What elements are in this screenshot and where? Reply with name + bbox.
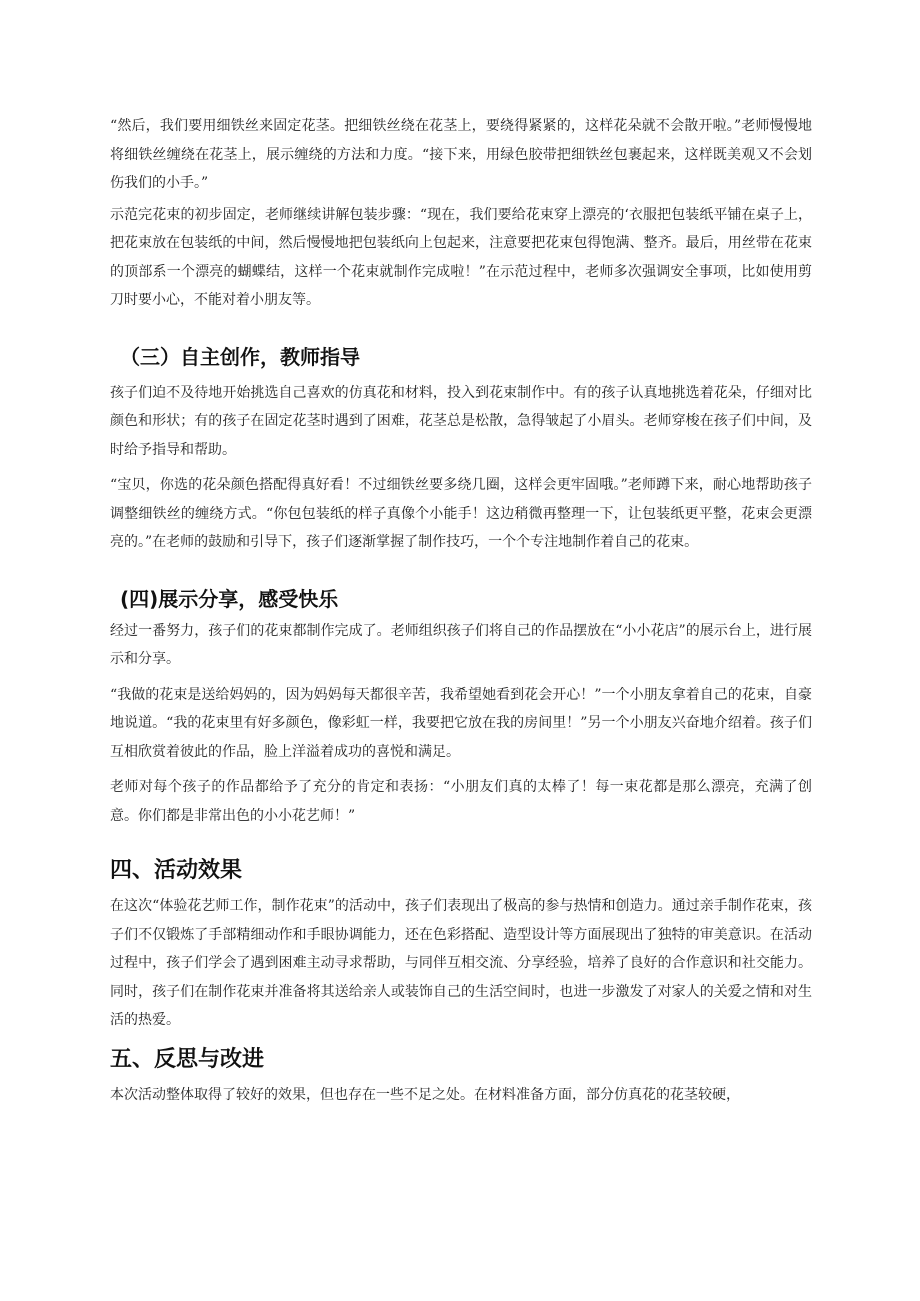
activity-effect-paragraph: 在这次“体验花艺师工作，制作花束”的活动中，孩子们表现出了极高的参与热情和创造力。通过亲手制作花束，孩子们不仅锻炼了手部精细动作和手眼协调能力，还在色彩搭配、造型设计等方面展现出了独特的审美意识。在活动过程中，孩子们学会了遇到困难主动寻求帮助，与同伴互相交流、分享经验，培养了良好的合作意识和社交能力。同时，孩子们在制作花束并准备将其送给亲人或装饰自己的生活空间时，也进一步激发了对家人的关爱之情和对生活的热爱。 <box>110 898 812 1028</box>
activity-effect-heading: 四、活动效果 <box>110 858 243 883</box>
reflection-paragraph: 本次活动整体取得了较好的效果，但也存在一些不足之处。在材料准备方面，部分仿真花的花茎较硬， <box>110 1086 740 1103</box>
reflection-heading: 五、反思与改进 <box>110 1046 265 1072</box>
intro-paragraph-1: “然后，我们要用细铁丝来固定花茎。把细铁丝绕在花茎上，要绕得紧紧的，这样花朵就不会散开啦。”老师慢慢地将细铁丝缠绕在花茎上，展示缠绕的方法和力度。“接下来，用绿色胶带把细铁丝包裹起来，这样既美观又不会划伤我们的小手。” <box>110 118 812 191</box>
section-three-heading: （三）自主创作，教师指导 <box>120 344 360 369</box>
section-four-heading: (四)展示分享，感受快乐 <box>120 586 339 611</box>
section-three-paragraph-1: 孩子们迫不及待地开始挑选自己喜欢的仿真花和材料，投入到花束制作中。有的孩子认真地挑选着花朵，仔细对比颜色和形状；有的孩子在固定花茎时遇到了困难，花茎总是松散，急得皱起了小眉头。老师穿梭在孩子们中间，及时给予指导和帮助。 <box>110 384 812 458</box>
section-four-paragraph-1: 经过一番努力，孩子们的花束都制作完成了。老师组织孩子们将自己的作品摆放在“小小花店”的展示台上，进行展示和分享。 <box>110 622 812 667</box>
section-four-paragraph-2: “我做的花束是送给妈妈的，因为妈妈每天都很辛苦，我希望她看到花会开心！”一个小朋友拿着自己的花束，自豪地说道。“我的花束里有好多颜色，像彩虹一样，我要把它放在我的房间里！”另一个小朋友兴奋地介绍着。孩子们互相欣赏着彼此的作品，脸上洋溢着成功的喜悦和满足。 <box>110 686 812 760</box>
section-three-paragraph-2: “宝贝，你选的花朵颜色搭配得真好看！不过细铁丝要多绕几圈，这样会更牢固哦。”老师蹲下来，耐心地帮助孩子调整细铁丝的缠绕方式。“你包包装纸的样子真像个小能手！这边稍微再整理一下，让包装纸更平整，花束会更漂亮的。”在老师的鼓励和引导下，孩子们逐渐掌握了制作技巧，一个个专注地制作着自己的花束。 <box>110 477 812 550</box>
section-four-paragraph-3: 老师对每个孩子的作品都给予了充分的肯定和表扬：“小朋友们真的太棒了！每一束花都是那么漂亮，充满了创意。你们都是非常出色的小小花艺师！” <box>110 779 812 824</box>
document-page <box>110 112 812 1116</box>
intro-paragraph-2: 示范完花束的初步固定，老师继续讲解包装步骤：“现在，我们要给花束穿上漂亮的‘衣服把包装纸平铺在桌子上，把花束放在包装纸的中间，然后慢慢地把包装纸向上包起来，注意要把花束包得饱满、整齐。最后，用丝带在花束的顶部系一个漂亮的蝴蝶结，这样一个花束就制作完成啦！”在示范过程中，老师多次强调安全事项，比如使用剪刀时要小心，不能对着小朋友等。 <box>110 206 812 308</box>
